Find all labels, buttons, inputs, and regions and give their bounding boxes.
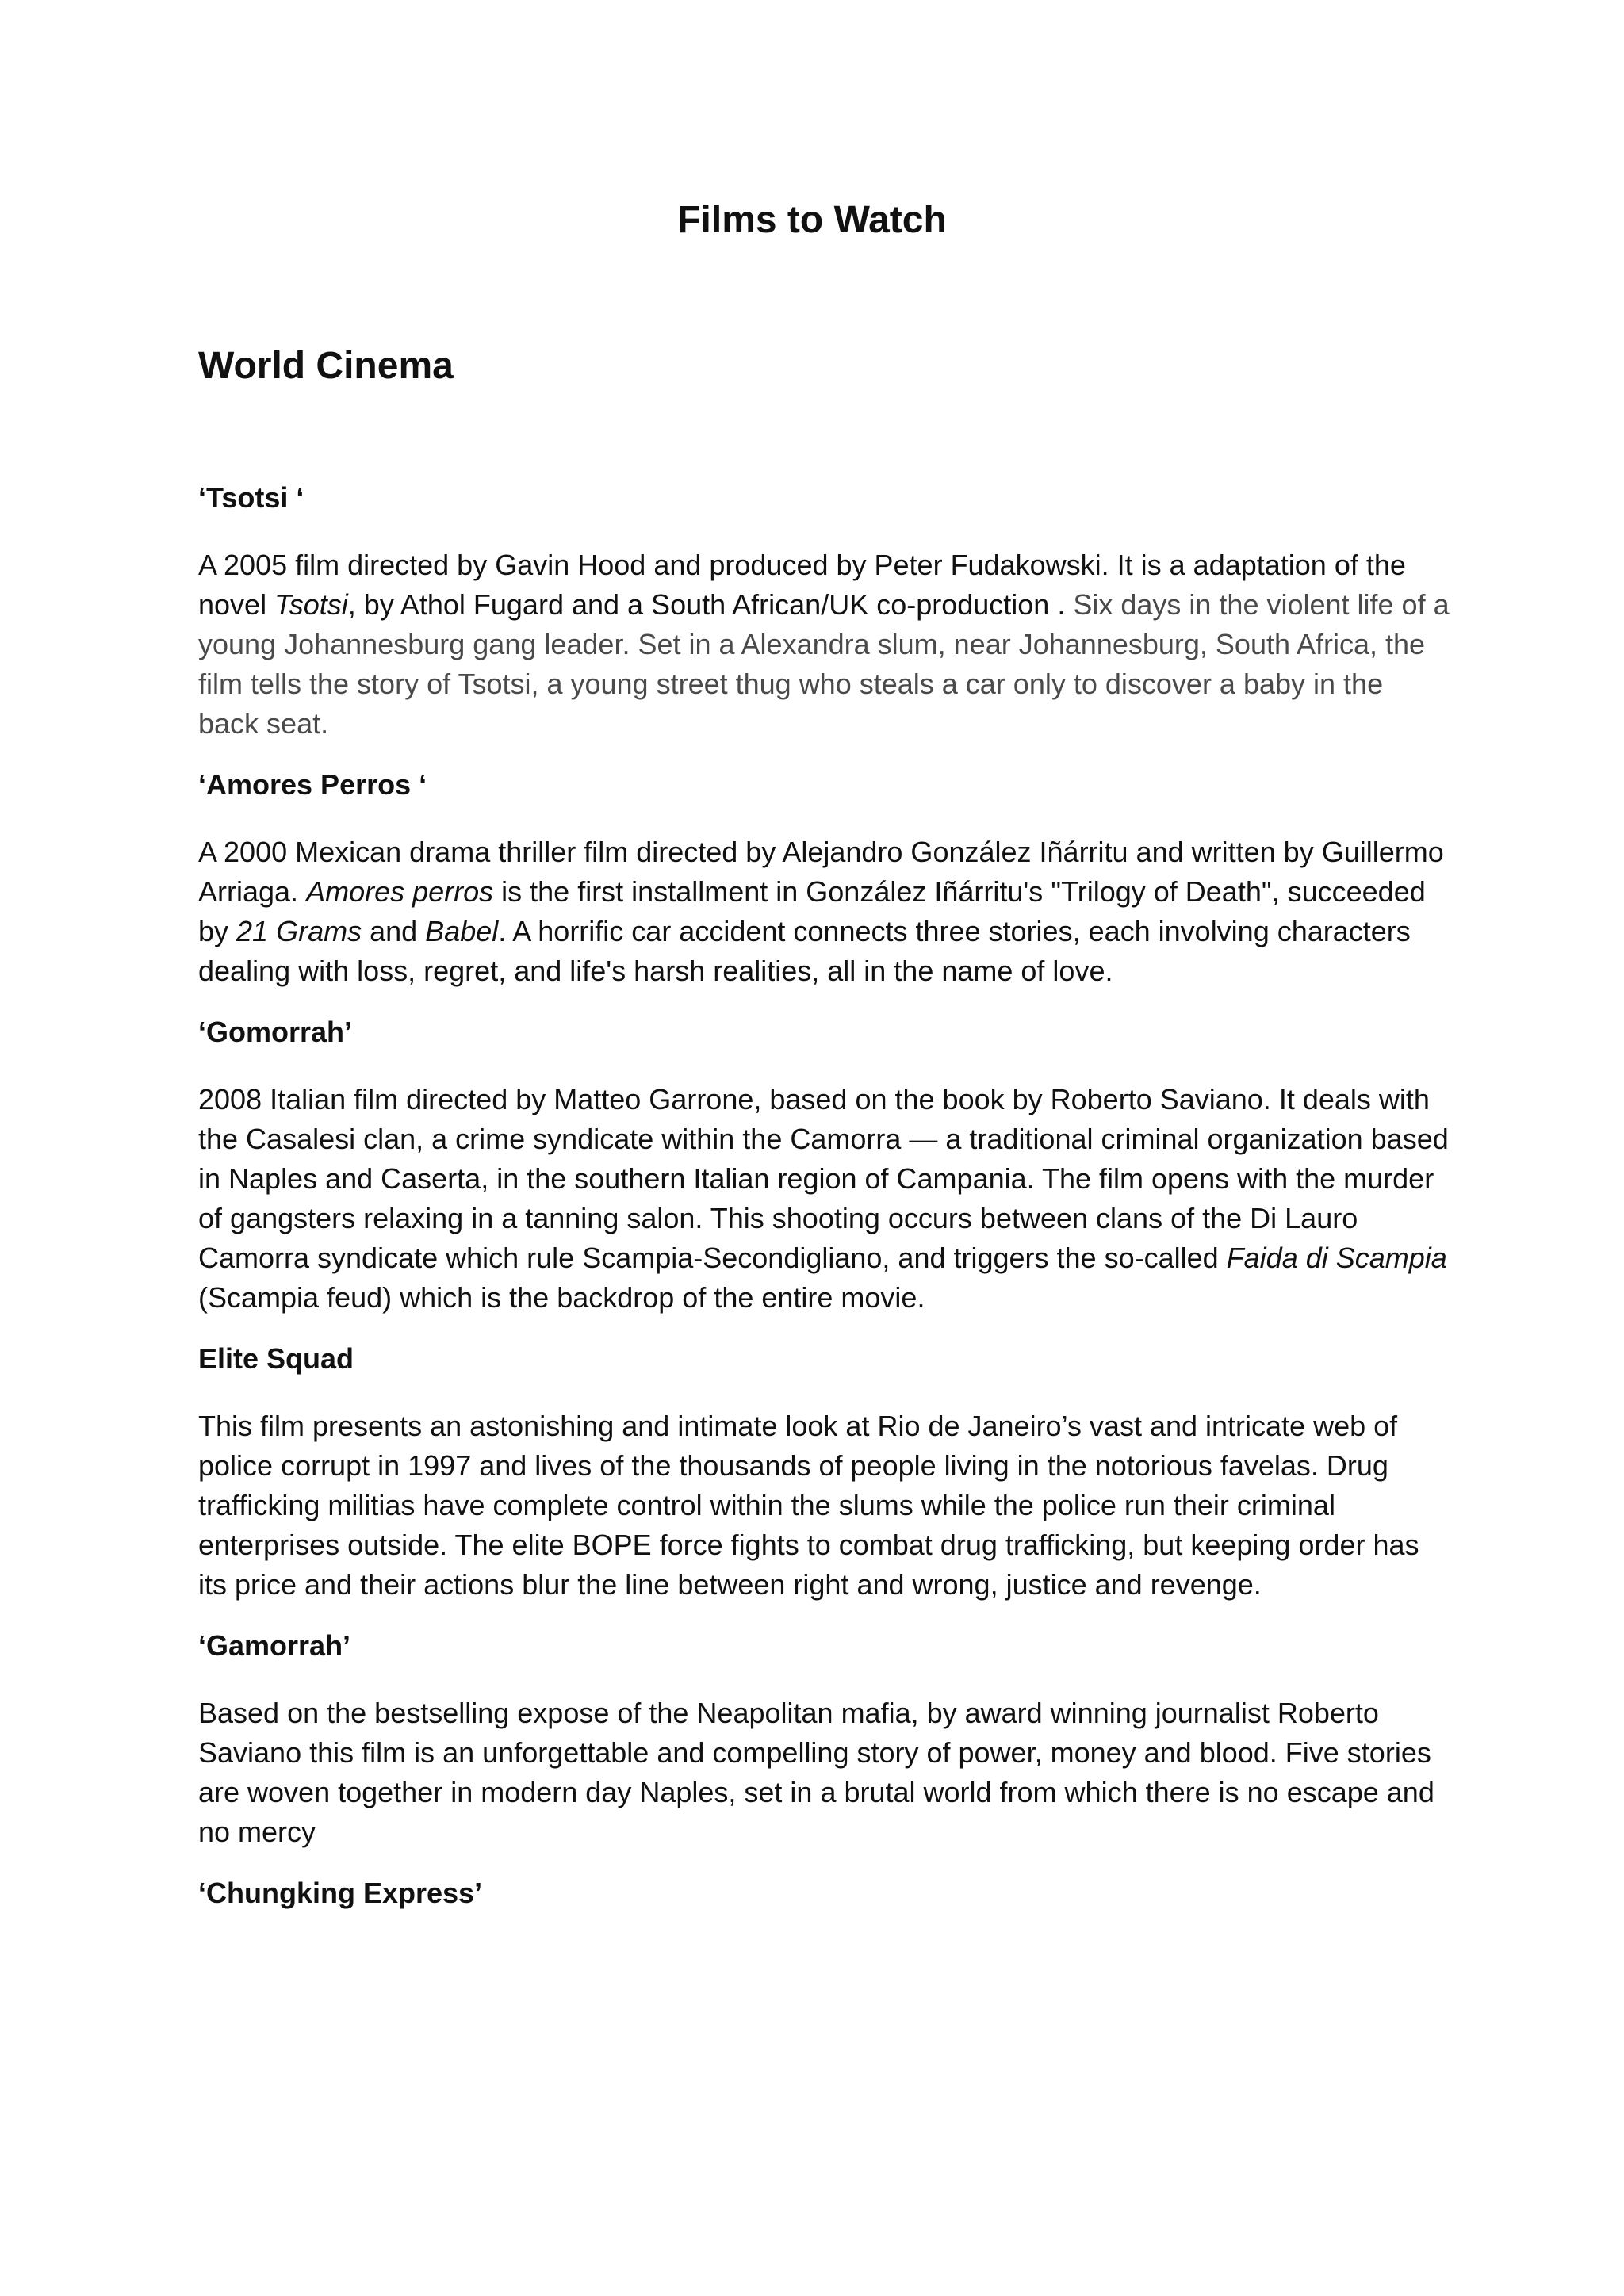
film-entry <box>198 479 1451 744</box>
film-list <box>198 479 1451 1941</box>
italic-title: Amores perros <box>306 875 494 908</box>
text-run: . A horrific car accident connects three stories, each involving characters dealing with loss, regret, and life's harsh realities, all in the name of love. <box>198 915 1411 987</box>
film-title: ‘Gamorrah’ <box>198 1629 351 1662</box>
film-description <box>198 1406 1451 1605</box>
text-run: 2008 Italian film directed by Matteo Garrone, based on the book by Roberto Saviano. It deals with the Casalesi clan, a crime syndicate within the Camorra — a traditional criminal organization based in Naples and Caserta, in the southern Italian region of Campania. The film opens with the murder of gangsters relaxing in a tanning salon. This shooting occurs between clans of the Di Lauro Camorra syndicate which rule Scampia-Secondigliano, and triggers the so-called <box>198 1083 1449 1274</box>
film-title: ‘Tsotsi ‘ <box>198 481 304 514</box>
film-entry <box>198 1627 1451 1852</box>
film-description <box>198 1693 1451 1852</box>
film-description <box>198 545 1451 744</box>
italic-title: Babel <box>425 915 499 947</box>
text-run: is the first installment in González Iñárritu's "Trilogy of Death", succeeded by <box>198 875 1426 947</box>
text-run: A 2005 film directed by Gavin Hood and produced by Peter Fudakowski. It is a adaptation of the novel <box>198 549 1406 621</box>
text-run: Based on the bestselling expose of the Neapolitan mafia, by award winning journalist Roberto Saviano this film is an unforgettable and compelling story of power, money and blood. Five stories are woven together in modern day Naples, set in a brutal world from which there is no escape and no mercy <box>198 1697 1434 1848</box>
italic-title: 21 Grams <box>236 915 362 947</box>
film-entry <box>198 1340 1451 1605</box>
section-title: World Cinema <box>198 345 454 387</box>
film-title: ‘Gomorrah’ <box>198 1016 353 1048</box>
film-description <box>198 1080 1451 1318</box>
text-run: A 2000 Mexican drama thriller film directed by Alejandro González Iñárritu and written by Guillermo Arriaga. <box>198 836 1444 908</box>
italic-title: Tsotsi <box>274 588 348 621</box>
film-title: Elite Squad <box>198 1342 354 1375</box>
text-run: , by Athol Fugard and a South African/UK co-production . <box>347 588 1074 621</box>
document-title: Films to Watch <box>677 199 947 241</box>
text-run: This film presents an astonishing and intimate look at Rio de Janeiro’s vast and intricate web of police corrupt in 1997 and lives of the thousands of people living in the notorious favelas. Drug trafficking militias have complete control within the slums while the police run their criminal enterprises outside. The elite BOPE force fights to combat drug trafficking, but keeping order has its price and their actions blur the line between right and wrong, justice and revenge. <box>198 1410 1419 1601</box>
italic-title: Faida di Scampia <box>1226 1242 1447 1274</box>
text-run: (Scampia feud) which is the backdrop of the entire movie. <box>198 1281 925 1314</box>
text-run: Six days in the violent life of a young Johannesburg gang leader. Set in a Alexandra slum, near Johannesburg, South Africa, the film tells the story of Tsotsi, a young street thug who steals a car only to discover a baby in the back seat. <box>198 588 1450 740</box>
film-description <box>198 832 1451 991</box>
text-run: and <box>362 915 426 947</box>
film-entry <box>198 1874 1451 1912</box>
film-title: ‘Chungking Express’ <box>198 1877 483 1909</box>
film-title: ‘Amores Perros ‘ <box>198 768 427 801</box>
film-entry <box>198 766 1451 991</box>
film-entry <box>198 1013 1451 1318</box>
